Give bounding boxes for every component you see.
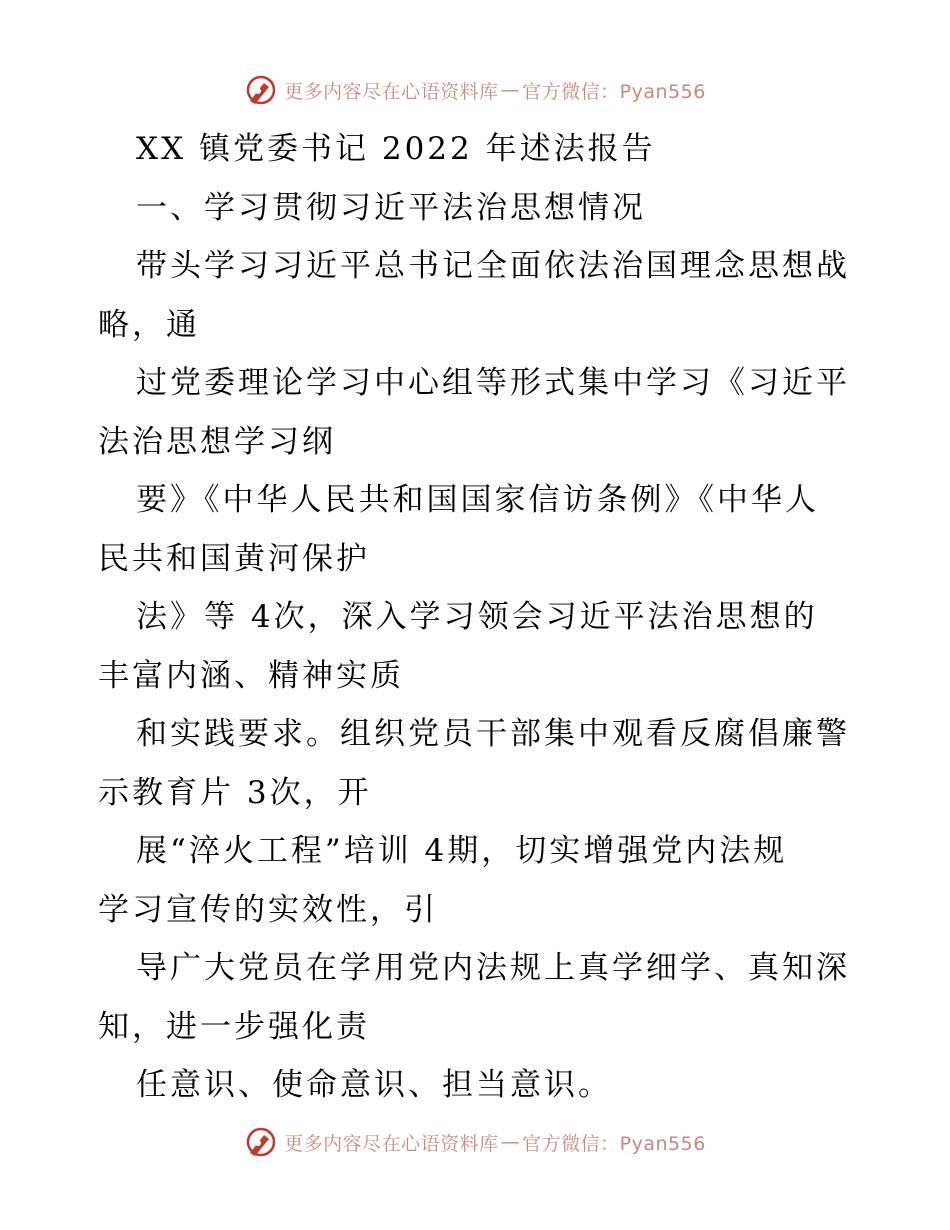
watermark-suffix: 官方微信：Pyan556 xyxy=(522,80,706,103)
paragraph-line: 学习宣传的实效性，引 xyxy=(98,891,438,928)
paragraph-line: 法治思想学习纲 xyxy=(98,423,336,460)
paragraph-line: 民共和国黄河保护 xyxy=(98,540,370,577)
watermark-text: 更多内容尽在心语资料库 xyxy=(284,1132,499,1155)
paragraph-line: 略，通 xyxy=(98,306,200,343)
paragraph-line: 和实践要求。组织党员干部集中观看反腐倡廉警 xyxy=(136,716,850,752)
paragraph-line: 法》等 4次，深入学习领会习近平法治思想的 xyxy=(136,599,818,635)
watermark-suffix: 官方微信：Pyan556 xyxy=(522,1132,706,1155)
paragraph-line: 知，进一步强化责 xyxy=(98,1008,370,1045)
pen-circle-logo-icon xyxy=(244,1125,278,1159)
section-heading: 一、学习贯彻习近平法治思想情况 xyxy=(136,189,646,226)
watermark-separator: — xyxy=(500,79,521,101)
paragraph-line: 要》《中华人民共和国国家信访条例》《中华人 xyxy=(136,482,819,518)
paragraph-line: 丰富内涵、精神实质 xyxy=(98,657,404,694)
paragraph-line: 示教育片 3次，开 xyxy=(98,774,372,811)
watermark-separator: — xyxy=(500,1131,521,1153)
paragraph-line: 展“淬火工程”培训 4期，切实增强党内法规 xyxy=(136,833,788,869)
paragraph-line: 任意识、使命意识、担当意识。 xyxy=(136,1067,612,1103)
watermark-text: 更多内容尽在心语资料库 xyxy=(284,80,499,103)
paragraph-line: 过党委理论学习中心组等形式集中学习《习近平 xyxy=(136,365,850,401)
paragraph-line: 导广大党员在学用党内法规上真学细学、真知深 xyxy=(136,950,850,986)
paragraph-line: 带头学习习近平总书记全面依法治国理念思想战 xyxy=(136,248,850,284)
document-title: XX 镇党委书记 2022 年述法报告 xyxy=(136,131,656,167)
pen-circle-logo-icon xyxy=(244,73,278,107)
document-body xyxy=(98,120,858,1115)
header-watermark xyxy=(0,70,950,110)
footer-watermark xyxy=(0,1122,950,1162)
